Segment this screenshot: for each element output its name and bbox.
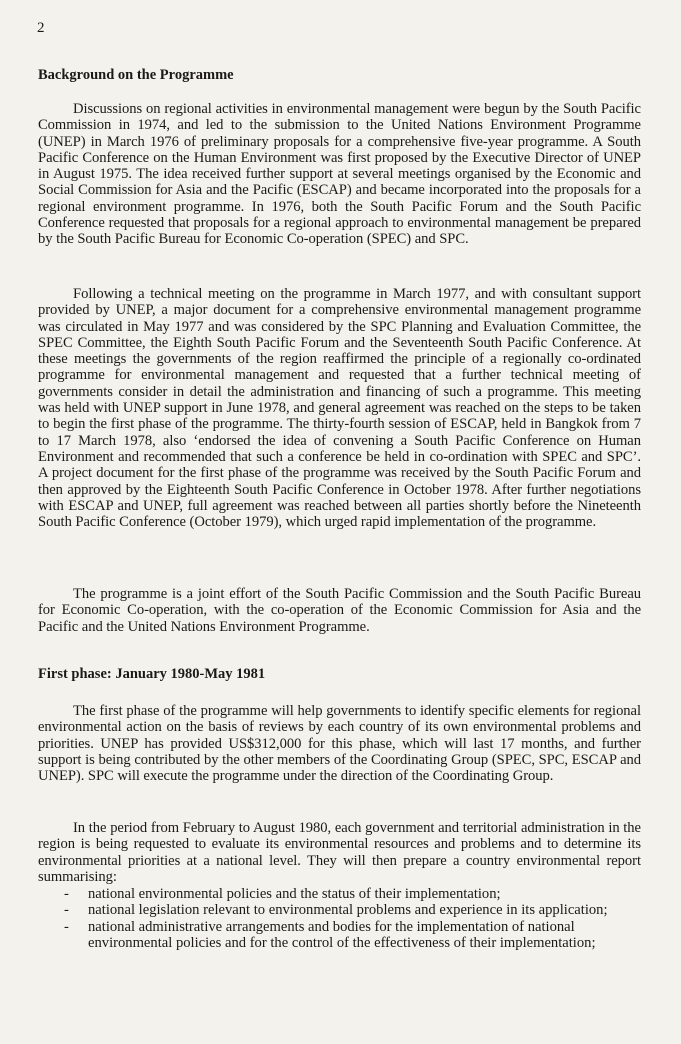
paragraph-background-2: Following a technical meeting on the programme in March 1977, and with consultant support provided by UNEP, a major document for a comprehensive environmental management programme was circulated in May 1977 and was considered by the SPC Planning and Evaluation Committee, the SPEC Committee, the Eighth South Pacific Forum and the Seventeenth South Pacific Conference. At these meetings the governments of the region reaffirmed the principle of a regionally co-ordinated programme for environmental management and requested that a further technical meeting of governments consider in detail the administration and financing of such a programme. This meeting was held with UNEP support in June 1978, and general agreement was reached on the steps to be taken to begin the first phase of the programme. The thirty-fourth session of ESCAP, held in Bangkok from 7 to 17 March 1978, also ‘endorsed the idea of convening a South Pacific Conference on Human Environment and recommended that such a conference be held in co-ordination with SPEC and SPC’. A project document for the first phase of the programme was received by the South Pacific Forum and then approved by the Eighteenth South Pacific Conference in October 1978. After further negotiations with ESCAP and UNEP, full agreement was reached between all parties shortly before the Nineteenth South Pacific Conference (October 1979), which urged rapid implementation of the programme. — [38, 286, 641, 531]
list-item: - national environmental policies and the status of their implementation; — [64, 886, 641, 902]
section-heading-background: Background on the Programme — [38, 67, 234, 83]
section-heading-first-phase: First phase: January 1980-May 1981 — [38, 666, 266, 682]
paragraph-background-1: Discussions on regional activities in environmental management were begun by the South Pacific Commission in 1974, and led to the submission to the United Nations Environment Programme (UNEP) in March 1976 of preliminary proposals for a comprehensive five-year programme. A South Pacific Conference on the Human Environment was first proposed by the Executive Director of UNEP in August 1975. The idea received further support at several meetings organised by the Economic and Social Commission for Asia and the Pacific (ESCAP) and became incorporated into the proposals for a regional environment programme. In 1976, both the South Pacific Forum and the South Pacific Conference requested that proposals for a regional approach to environmental management be prepared by the South Pacific Bureau for Economic Co-operation (SPEC) and SPC. — [38, 101, 641, 248]
paragraph-background-3: The programme is a joint effort of the South Pacific Commission and the South Pacific Bureau for Economic Co-operation, with the co-operation of the Economic Commission for Asia and the Pacific and the United Nations Environment Programme. — [38, 586, 641, 635]
report-contents-list — [64, 886, 641, 951]
paragraph-first-phase-2: In the period from February to August 1980, each government and territorial administration in the region is being requested to evaluate its environmental resources and problems and to determine its environmental priorities at a national level. They will then prepare a country environmental report summarising: — [38, 820, 641, 885]
list-item: - national administrative arrangements and bodies for the implementation of national environmental policies and for the control of the effectiveness of their implementation; — [64, 919, 641, 952]
page-number: 2 — [37, 20, 45, 36]
paragraph-first-phase-1: The first phase of the programme will help governments to identify specific elements for regional environmental action on the basis of reviews by each country of its own environmental problems and priorities. UNEP has provided US$312,000 for this phase, which will last 17 months, and further support is being contributed by the other members of the Coordinating Group (SPEC, SPC, ESCAP and UNEP). SPC will execute the programme under the direction of the Coordinating Group. — [38, 703, 641, 785]
list-item: - national legislation relevant to environmental problems and experience in its application; — [64, 902, 641, 918]
